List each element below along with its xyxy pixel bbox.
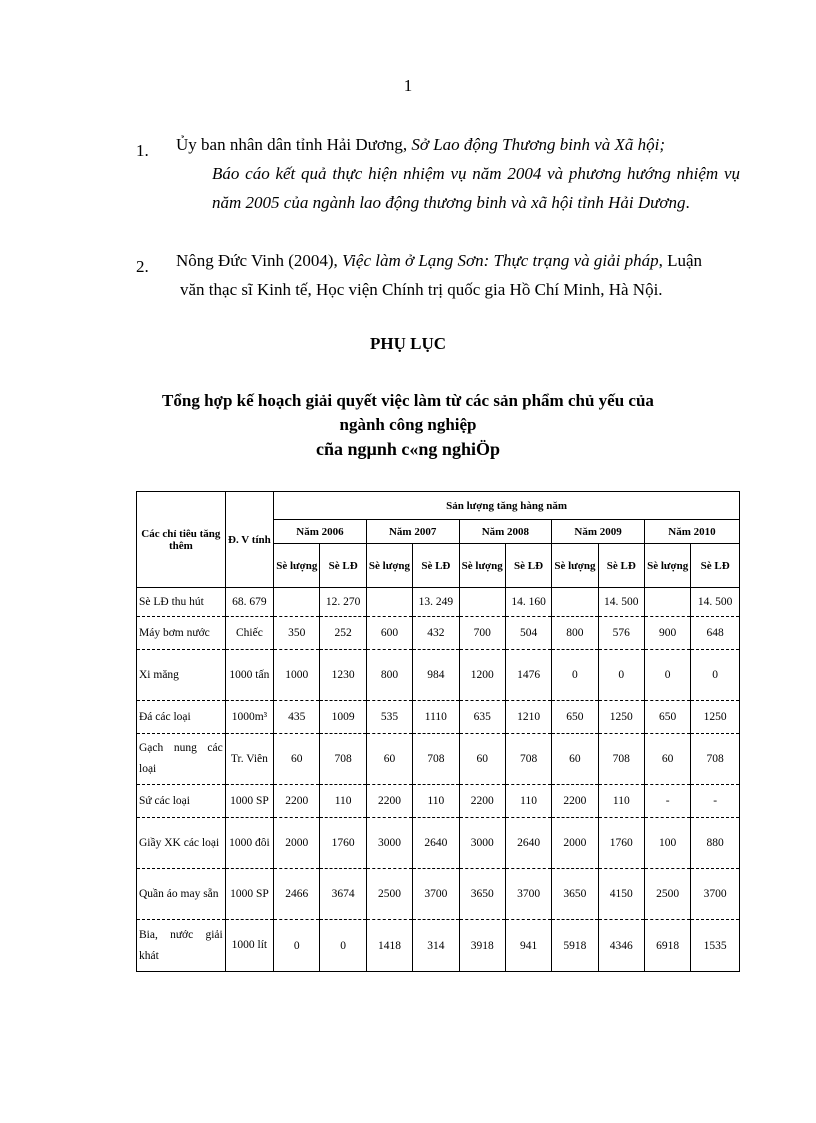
- indicator-cell: Đá các loại: [137, 701, 226, 734]
- unit-cell: 1000 tấn: [225, 650, 273, 701]
- output-cell: 650: [552, 701, 598, 734]
- output-cell: 3000: [366, 818, 412, 869]
- output-cell: 0: [552, 650, 598, 701]
- page-number: 1: [403, 76, 413, 95]
- labor-cell: 14. 160: [505, 588, 551, 617]
- labor-cell: 1250: [598, 701, 644, 734]
- header-output: Sè lượng: [274, 544, 320, 588]
- unit-cell: 1000 SP: [225, 869, 273, 920]
- labor-cell: 14. 500: [691, 588, 740, 617]
- labor-cell: 12. 270: [320, 588, 366, 617]
- table-row: [137, 920, 740, 972]
- reference-title: Báo cáo kết quả thực hiện nhiệm vụ năm 2004 và phương hướng nhiệm vụ năm 2005 của ngành lao động thương binh và xã hội tỉnh Hải Dương: [212, 164, 740, 212]
- labor-cell: 708: [413, 734, 459, 785]
- labor-cell: 708: [598, 734, 644, 785]
- unit-cell: Chiếc: [225, 617, 273, 650]
- header-output: Sè lượng: [459, 544, 505, 588]
- output-cell: 635: [459, 701, 505, 734]
- indicator-cell: Bia, nước giải khát: [137, 920, 226, 972]
- output-cell: 2000: [552, 818, 598, 869]
- output-cell: 2466: [274, 869, 320, 920]
- table-row: [137, 617, 740, 650]
- labor-cell: 708: [320, 734, 366, 785]
- reference-number: 1.: [136, 141, 149, 160]
- labor-cell: 3700: [505, 869, 551, 920]
- labor-cell: 3674: [320, 869, 366, 920]
- output-cell: 800: [552, 617, 598, 650]
- labor-cell: 110: [505, 785, 551, 818]
- output-cell: 0: [274, 920, 320, 972]
- indicator-cell: Sè LĐ thu hút: [137, 588, 226, 617]
- labor-cell: 1760: [320, 818, 366, 869]
- indicator-cell: Máy bơm nước: [137, 617, 226, 650]
- output-cell: 700: [459, 617, 505, 650]
- labor-cell: 110: [413, 785, 459, 818]
- table-row: [137, 869, 740, 920]
- output-cell: [459, 588, 505, 617]
- reference-title: Việc làm ở Lạng Sơn: Thực trạng và giải pháp: [342, 251, 659, 270]
- table-title-line: Tổng hợp kế hoạch giải quyết việc làm từ các sản phẩm chủ yếu của: [162, 391, 654, 410]
- labor-cell: 4150: [598, 869, 644, 920]
- table-row: [137, 588, 740, 617]
- output-cell: [366, 588, 412, 617]
- unit-cell: 1000 SP: [225, 785, 273, 818]
- output-cell: 60: [552, 734, 598, 785]
- reference-publisher: văn thạc sĩ Kinh tế, Học viện Chính trị quốc gia Hồ Chí Minh, Hà Nội.: [180, 280, 663, 299]
- labor-cell: 984: [413, 650, 459, 701]
- labor-cell: 110: [598, 785, 644, 818]
- output-cell: 2200: [459, 785, 505, 818]
- labor-cell: 252: [320, 617, 366, 650]
- output-cell: 2200: [552, 785, 598, 818]
- output-cell: 3650: [552, 869, 598, 920]
- reference-author: Ủy ban nhân dân tỉnh Hải Dương,: [176, 135, 412, 154]
- labor-cell: -: [691, 785, 740, 818]
- reference-number: 2.: [136, 257, 149, 276]
- reference-author: Nông Đức Vinh (2004),: [176, 251, 343, 270]
- unit-cell: 1000m³: [225, 701, 273, 734]
- output-cell: -: [644, 785, 690, 818]
- output-cell: [274, 588, 320, 617]
- labor-cell: 941: [505, 920, 551, 972]
- header-indicator: Các chỉ tiêu tăng thêm: [137, 492, 226, 588]
- table-row: [137, 818, 740, 869]
- output-cell: 1200: [459, 650, 505, 701]
- labor-cell: 0: [598, 650, 644, 701]
- labor-cell: 1760: [598, 818, 644, 869]
- data-table: [136, 491, 740, 972]
- unit-cell: 1000 lít: [225, 920, 273, 972]
- header-group: Sản lượng tăng hàng năm: [274, 492, 740, 520]
- output-cell: 600: [366, 617, 412, 650]
- header-year: Năm 2009: [552, 520, 645, 544]
- unit-cell: 1000 đôi: [225, 818, 273, 869]
- output-cell: 2200: [274, 785, 320, 818]
- header-output: Sè lượng: [644, 544, 690, 588]
- table-row: [137, 650, 740, 701]
- labor-cell: 2640: [505, 818, 551, 869]
- output-cell: 3650: [459, 869, 505, 920]
- output-cell: 800: [366, 650, 412, 701]
- labor-cell: 1535: [691, 920, 740, 972]
- labor-cell: 504: [505, 617, 551, 650]
- indicator-cell: Xi măng: [137, 650, 226, 701]
- output-cell: 900: [644, 617, 690, 650]
- header-year: Năm 2006: [274, 520, 367, 544]
- reference-item: [136, 130, 740, 217]
- output-cell: 2000: [274, 818, 320, 869]
- output-cell: 1418: [366, 920, 412, 972]
- appendix-title: PHỤ LỤC: [369, 334, 447, 353]
- reference-type: , Luận: [658, 251, 703, 270]
- labor-cell: 2640: [413, 818, 459, 869]
- labor-cell: 3700: [691, 869, 740, 920]
- labor-cell: 432: [413, 617, 459, 650]
- labor-cell: 708: [505, 734, 551, 785]
- table-title-line: cña ngµnh c«ng nghiÖp: [316, 439, 500, 459]
- reference-item: [136, 246, 740, 304]
- labor-cell: 576: [598, 617, 644, 650]
- labor-cell: 1210: [505, 701, 551, 734]
- output-cell: 60: [644, 734, 690, 785]
- header-year: Năm 2007: [366, 520, 459, 544]
- labor-cell: 708: [691, 734, 740, 785]
- labor-cell: 648: [691, 617, 740, 650]
- header-output: Sè lượng: [552, 544, 598, 588]
- table-row: [137, 701, 740, 734]
- output-cell: 435: [274, 701, 320, 734]
- labor-cell: 1110: [413, 701, 459, 734]
- header-year: Năm 2008: [459, 520, 552, 544]
- unit-cell: 68. 679: [225, 588, 273, 617]
- output-cell: 2500: [644, 869, 690, 920]
- labor-cell: 1009: [320, 701, 366, 734]
- header-labor: Sè LĐ: [413, 544, 459, 588]
- output-cell: 6918: [644, 920, 690, 972]
- table-title: [0, 389, 816, 461]
- labor-cell: 13. 249: [413, 588, 459, 617]
- header-labor: Sè LĐ: [320, 544, 366, 588]
- output-cell: [552, 588, 598, 617]
- table-row: [137, 734, 740, 785]
- indicator-cell: Gạch nung các loại: [137, 734, 226, 785]
- output-cell: 3000: [459, 818, 505, 869]
- output-cell: 650: [644, 701, 690, 734]
- labor-cell: 14. 500: [598, 588, 644, 617]
- output-cell: 2500: [366, 869, 412, 920]
- labor-cell: 1250: [691, 701, 740, 734]
- labor-cell: 0: [320, 920, 366, 972]
- output-cell: 350: [274, 617, 320, 650]
- output-cell: 60: [274, 734, 320, 785]
- output-cell: 2200: [366, 785, 412, 818]
- output-cell: 3918: [459, 920, 505, 972]
- output-cell: 60: [459, 734, 505, 785]
- indicator-cell: Quần áo may sẵn: [137, 869, 226, 920]
- labor-cell: 880: [691, 818, 740, 869]
- header-labor: Sè LĐ: [691, 544, 740, 588]
- reference-period: .: [685, 193, 690, 212]
- header-year: Năm 2010: [644, 520, 739, 544]
- output-cell: [644, 588, 690, 617]
- labor-cell: 314: [413, 920, 459, 972]
- labor-cell: 4346: [598, 920, 644, 972]
- output-cell: 5918: [552, 920, 598, 972]
- output-cell: 0: [644, 650, 690, 701]
- header-labor: Sè LĐ: [598, 544, 644, 588]
- table-title-line: ngành công nghiệp: [339, 415, 477, 434]
- reference-org: Sở Lao động Thương binh và Xã hội;: [411, 135, 666, 154]
- unit-cell: Tr. Viên: [225, 734, 273, 785]
- header-unit: Đ. V tính: [225, 492, 273, 588]
- output-cell: 60: [366, 734, 412, 785]
- output-cell: 535: [366, 701, 412, 734]
- indicator-cell: Giầy XK các loại: [137, 818, 226, 869]
- labor-cell: 1476: [505, 650, 551, 701]
- labor-cell: 1230: [320, 650, 366, 701]
- output-cell: 1000: [274, 650, 320, 701]
- table-row: [137, 785, 740, 818]
- output-cell: 100: [644, 818, 690, 869]
- header-labor: Sè LĐ: [505, 544, 551, 588]
- labor-cell: 110: [320, 785, 366, 818]
- header-output: Sè lượng: [366, 544, 412, 588]
- indicator-cell: Sứ các loại: [137, 785, 226, 818]
- labor-cell: 3700: [413, 869, 459, 920]
- labor-cell: 0: [691, 650, 740, 701]
